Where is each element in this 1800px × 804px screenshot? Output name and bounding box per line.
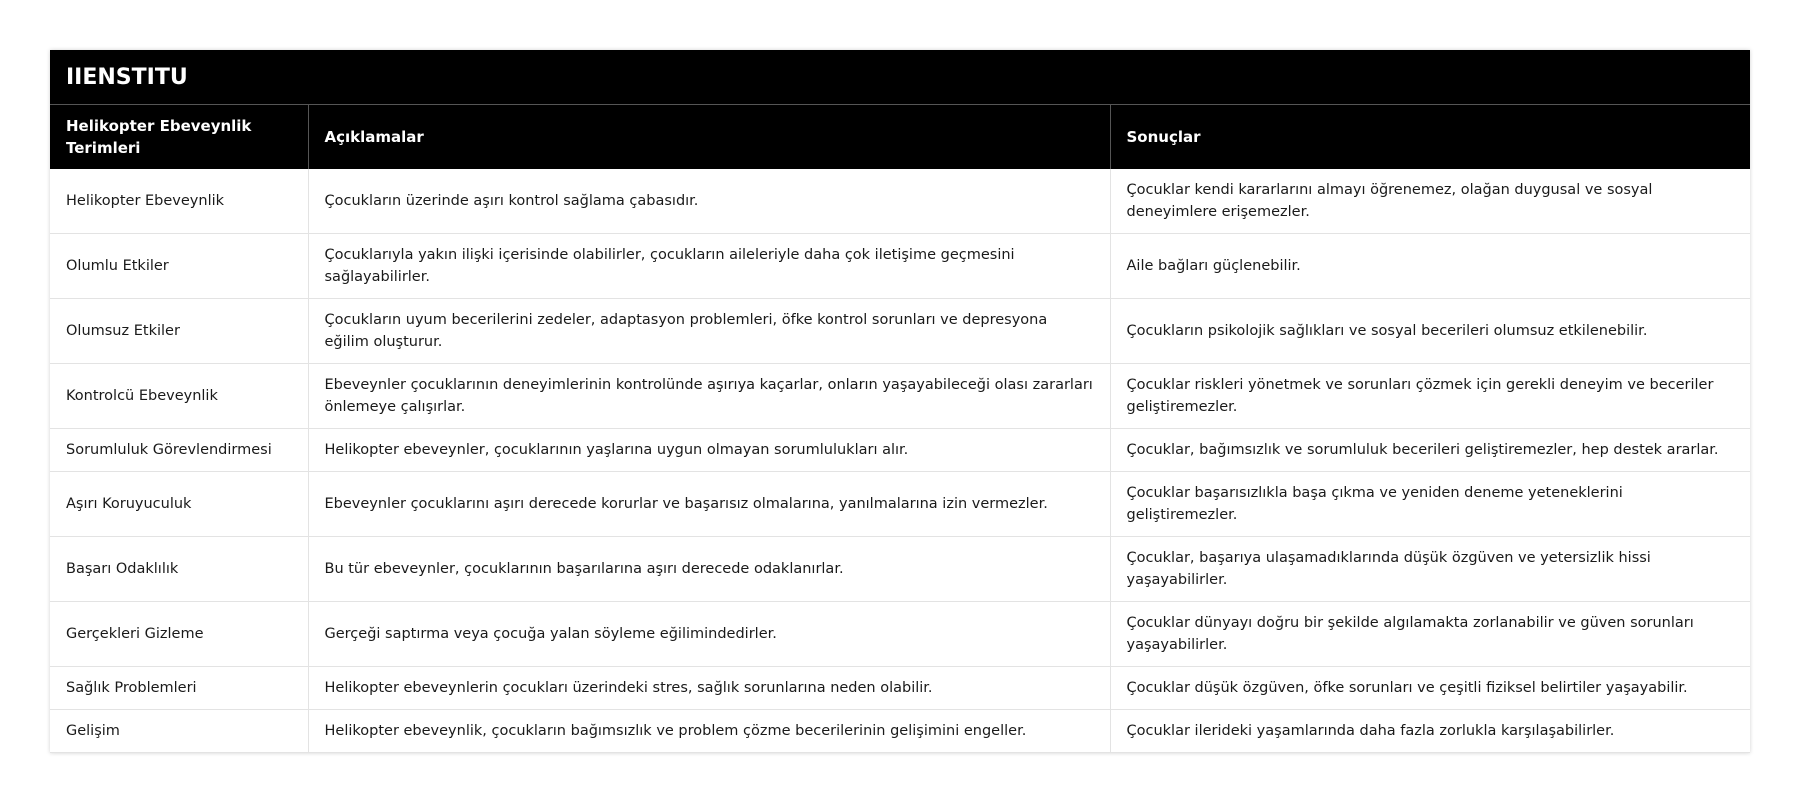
cell-result: Çocuklar düşük özgüven, öfke sorunları ve çeşitli fiziksel belirtiler yaşayabilir. xyxy=(1110,667,1750,710)
cell-result: Çocuklar, bağımsızlık ve sorumluluk becerileri geliştiremezler, hep destek ararlar. xyxy=(1110,429,1750,472)
cell-description: Çocukların üzerinde aşırı kontrol sağlama çabasıdır. xyxy=(308,169,1110,234)
cell-result: Çocuklar, başarıya ulaşamadıklarında düşük özgüven ve yetersizlik hissi yaşayabilirler. xyxy=(1110,537,1750,602)
table-row xyxy=(50,429,1750,472)
header-result: Sonuçlar xyxy=(1110,105,1750,169)
header-term: Helikopter Ebeveynlik Terimleri xyxy=(50,105,308,169)
cell-result: Çocukların psikolojik sağlıkları ve sosyal becerileri olumsuz etkilenebilir. xyxy=(1110,299,1750,364)
cell-description: Çocukların uyum becerilerini zedeler, adaptasyon problemleri, öfke kontrol sorunları ve depresyona eğilim oluşturur. xyxy=(308,299,1110,364)
cell-description: Ebeveynler çocuklarının deneyimlerinin kontrolünde aşırıya kaçarlar, onların yaşayabileceği olası zararları önlemeye çalışırlar. xyxy=(308,364,1110,429)
cell-term: Olumlu Etkiler xyxy=(50,234,308,299)
table-row xyxy=(50,234,1750,299)
cell-result: Çocuklar başarısızlıkla başa çıkma ve yeniden deneme yeteneklerini geliştiremezler. xyxy=(1110,472,1750,537)
cell-description: Bu tür ebeveynler, çocuklarının başarılarına aşırı derecede odaklanırlar. xyxy=(308,537,1110,602)
table-row xyxy=(50,169,1750,234)
cell-term: Gelişim xyxy=(50,710,308,753)
cell-result: Çocuklar riskleri yönetmek ve sorunları çözmek için gerekli deneyim ve beceriler geliştiremezler. xyxy=(1110,364,1750,429)
cell-term: Olumsuz Etkiler xyxy=(50,299,308,364)
brand-title: IIENSTITU xyxy=(50,50,1750,105)
cell-term: Helikopter Ebeveynlik xyxy=(50,169,308,234)
cell-term: Kontrolcü Ebeveynlik xyxy=(50,364,308,429)
cell-result: Aile bağları güçlenebilir. xyxy=(1110,234,1750,299)
cell-term: Aşırı Koruyuculuk xyxy=(50,472,308,537)
cell-term: Sağlık Problemleri xyxy=(50,667,308,710)
table-row xyxy=(50,710,1750,753)
header-description: Açıklamalar xyxy=(308,105,1110,169)
cell-description: Çocuklarıyla yakın ilişki içerisinde olabilirler, çocukların aileleriyle daha çok iletişime geçmesini sağlayabilirler. xyxy=(308,234,1110,299)
table-row xyxy=(50,472,1750,537)
data-table xyxy=(50,105,1750,753)
cell-term: Gerçekleri Gizleme xyxy=(50,602,308,667)
cell-term: Başarı Odaklılık xyxy=(50,537,308,602)
cell-description: Ebeveynler çocuklarını aşırı derecede korurlar ve başarısız olmalarına, yanılmalarına izin vermezler. xyxy=(308,472,1110,537)
table-row xyxy=(50,667,1750,710)
table-row xyxy=(50,299,1750,364)
table-row xyxy=(50,364,1750,429)
cell-result: Çocuklar ilerideki yaşamlarında daha fazla zorlukla karşılaşabilirler. xyxy=(1110,710,1750,753)
table-row xyxy=(50,602,1750,667)
cell-description: Helikopter ebeveynlerin çocukları üzerindeki stres, sağlık sorunlarına neden olabilir. xyxy=(308,667,1110,710)
cell-term: Sorumluluk Görevlendirmesi xyxy=(50,429,308,472)
cell-description: Helikopter ebeveynlik, çocukların bağımsızlık ve problem çözme becerilerinin gelişimini engeller. xyxy=(308,710,1110,753)
cell-description: Gerçeği saptırma veya çocuğa yalan söyleme eğilimindedirler. xyxy=(308,602,1110,667)
table-row xyxy=(50,537,1750,602)
cell-result: Çocuklar dünyayı doğru bir şekilde algılamakta zorlanabilir ve güven sorunları yaşayabilirler. xyxy=(1110,602,1750,667)
cell-result: Çocuklar kendi kararlarını almayı öğrenemez, olağan duygusal ve sosyal deneyimlere erişemezler. xyxy=(1110,169,1750,234)
header-row xyxy=(50,105,1750,169)
cell-description: Helikopter ebeveynler, çocuklarının yaşlarına uygun olmayan sorumlulukları alır. xyxy=(308,429,1110,472)
table-card xyxy=(50,50,1750,753)
